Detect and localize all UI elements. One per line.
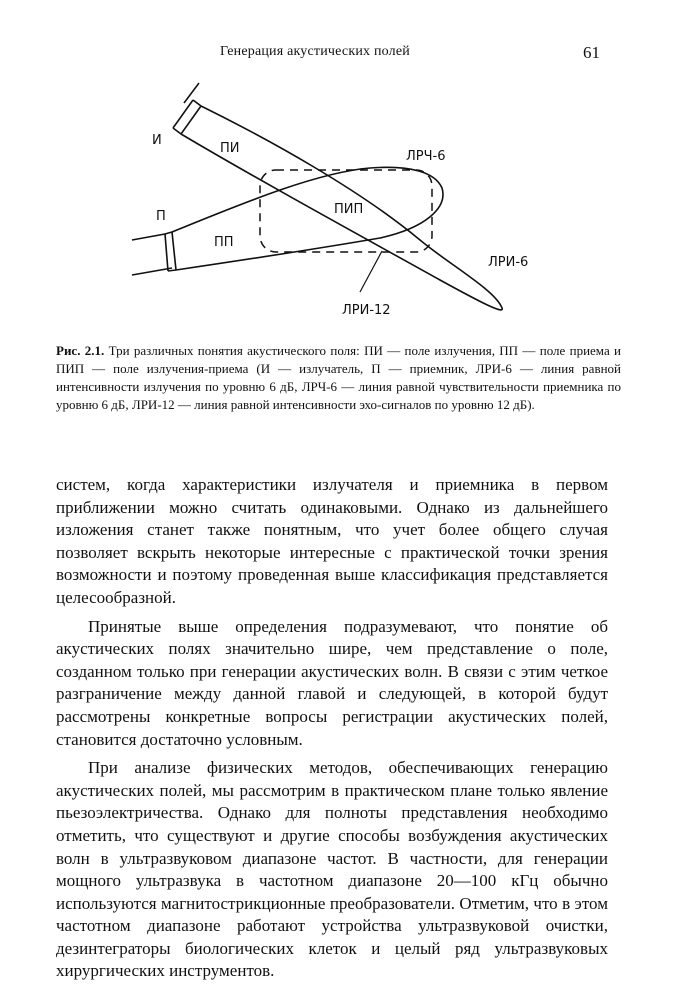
caption-text: Три различных понятия акустического поля: ПИ — поле излучения, ПП — поле приема и ПИП — поле излучения-приема (И — излучатель, П — приемник, ЛРИ-6 — линия равной интенсивности излучения по уровню 6 дБ, ЛРЧ-6 — линия равной чувствительности приемника по уровню 6 дБ, ЛРИ-12 — линия равной интенсивности эхо-сигналов по уровню 12 дБ).	[56, 343, 622, 412]
reception-lobe-lrch6	[172, 167, 443, 270]
page-number: 61	[583, 43, 600, 62]
label-lrch6: ЛРЧ-6	[406, 149, 446, 164]
paragraph: систем, когда характеристики излучателя и приемника в первом приближении можно считать одинаковыми. Однако из дальнейшего изложения станет также понятным, что учет более общего случая позволяет вскрыть некоторые интересные с практической точки зрения возможности и поэтому проведенная выше классификация представляется целесообразной.	[56, 475, 608, 607]
label-reception-field: ПП	[214, 235, 234, 250]
page-header	[0, 44, 691, 68]
lri12-leader-line	[360, 251, 382, 292]
label-lri6: ЛРИ-6	[488, 255, 529, 270]
label-emission-reception-field: ПИП	[334, 202, 364, 217]
paragraph: Принятые выше определения подразумевают, что понятие об акустических полях значительно шире, чем представление о поле, созданном только при генерации акустических волн. В связи с этим четкое разграничение между данной главой и следующей, в которой будут рассмотрены конкретные вопросы регистрации акустических полей, становится достаточно условным.	[56, 616, 608, 749]
label-emitter: И	[152, 133, 162, 148]
figure-diagram	[110, 80, 530, 340]
caption-label: Рис. 2.1.	[56, 343, 105, 358]
paragraph: При анализе физических методов, обеспечивающих генерацию акустических полей, мы рассмотрим в практическом плане только явление пьезоэлектричества. Однако для полноты представления необходимо отметить, что существуют и другие способы возбуждения акустических волн в ультразвуковом диапазоне частот. В частности, для генерации мощного ультразвука в частотном диапазоне 20—100 кГц обычно используются магнитострикционные преобразователи. Отметим, что в этом частотном диапазоне работают устройства ультразвуковой очистки, дезинтеграторы биологических клеток и целый ряд ультразвуковых хирургических инструментов.	[56, 758, 608, 981]
running-title: Генерация акустических полей	[220, 44, 410, 59]
label-receiver: П	[156, 209, 166, 224]
receiver-transducer	[132, 232, 176, 275]
body-text	[56, 474, 608, 983]
label-lri12: ЛРИ-12	[342, 303, 391, 318]
figure-caption	[56, 342, 621, 414]
acoustic-field-diagram	[110, 80, 530, 340]
emitter-transducer	[173, 83, 201, 134]
label-emission-field: ПИ	[220, 141, 240, 156]
